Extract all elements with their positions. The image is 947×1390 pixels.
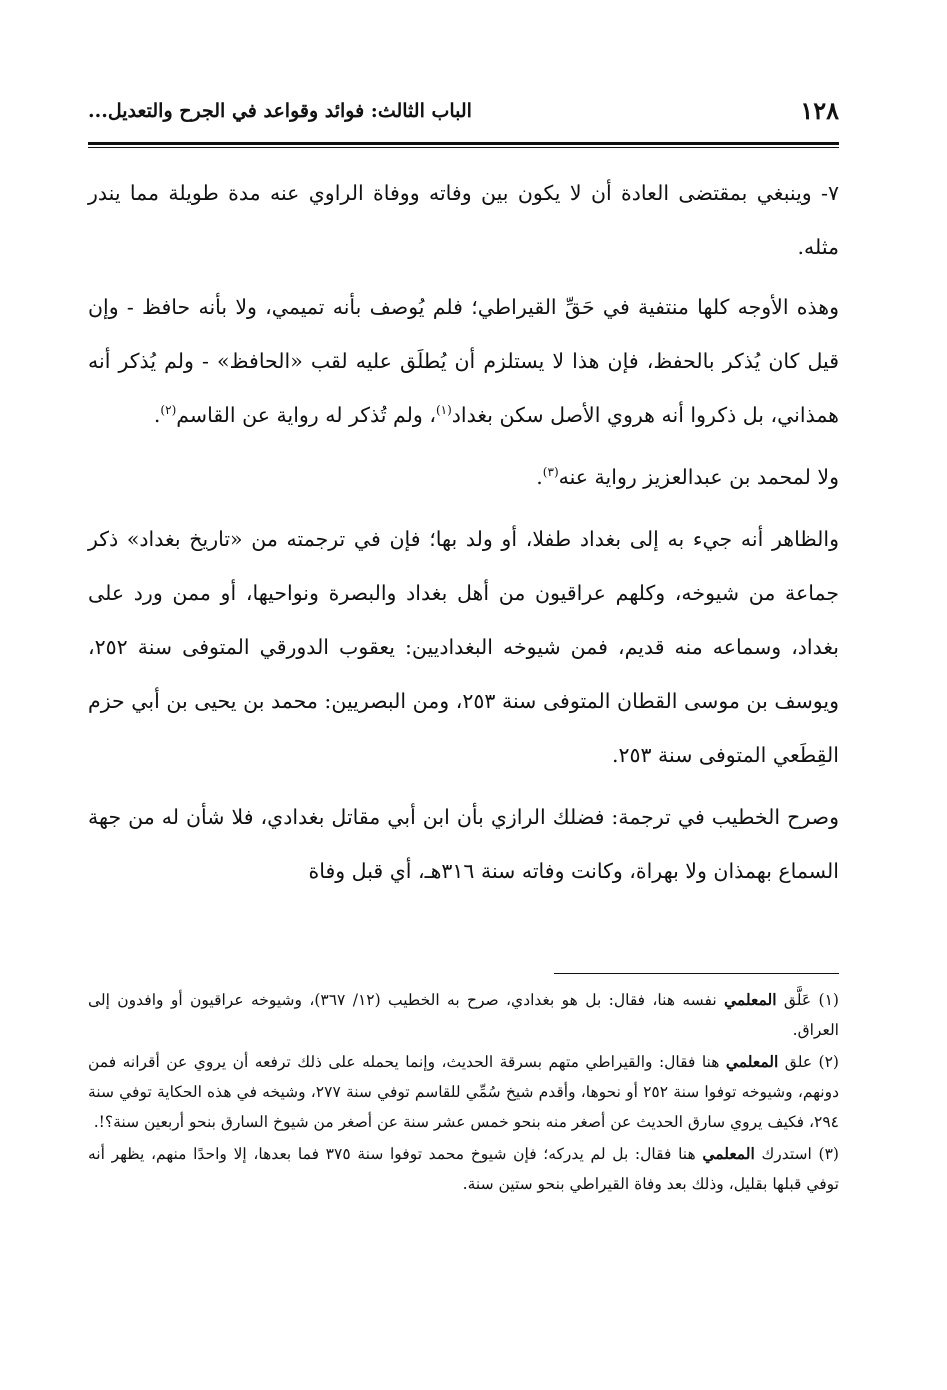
- paragraph-2-part-c: .: [153, 403, 161, 427]
- footnote-3-number: (٣): [818, 1145, 839, 1163]
- paragraph-3-part-b: .: [536, 465, 543, 489]
- footnotes: [88, 985, 839, 1201]
- footnote-2-verb: علق: [784, 1053, 813, 1071]
- footnote-3: [88, 1139, 839, 1199]
- page-number: ١٢٨: [800, 96, 839, 125]
- page: [88, 96, 839, 906]
- footnote-1-text: نفسه هنا، فقال: بل هو بغدادي، صرح به الخطيب (١٢/ ٣٦٧)، وشيوخه عراقيون أو وافدون إلى العراق.: [88, 991, 839, 1039]
- paragraph-point-7: ٧- وينبغي بمقتضى العادة أن لا يكون بين وفاته ووفاة الراوي عنه مدة طويلة مما يندر مثله.: [88, 181, 839, 259]
- footnote-3-author: المعلمي: [702, 1144, 755, 1163]
- footnote-3-verb: استدرك: [761, 1145, 812, 1163]
- paragraph-3: [88, 450, 839, 504]
- footnote-ref-1[interactable]: (١): [435, 403, 452, 418]
- running-title: الباب الثالث: فوائد وقواعد في الجرح والتعديل...: [88, 100, 472, 122]
- footnote-3-text: هنا فقال: بل لم يدركه؛ فإن شيوخ محمد توفوا سنة ٣٧٥ فما بعدها، إلا واحدًا منهم، يظهر أنه توفي قبلها بقليل، وذلك بعد وفاة القيراطي بنحو ستين سنة.: [88, 1145, 839, 1193]
- footnote-separator: [554, 973, 839, 974]
- footnote-1-author: المعلمي: [724, 990, 777, 1009]
- footnote-2-number: (٢): [818, 1053, 839, 1071]
- footnote-1-verb: عَلَّق: [783, 991, 812, 1009]
- header-rule: [88, 142, 839, 148]
- footnote-1-number: (١): [818, 991, 839, 1009]
- paragraph-4: والظاهر أنه جيء به إلى بغداد طفلا، أو ولد بها؛ فإن في ترجمته من «تاريخ بغداد» ذكر جماعة من شيوخه، وكلهم عراقيون من أهل بغداد والبصرة ونواحيها، أو ممن ورد على بغداد، وسماعه منه قديم، فمن شيوخه البغداديين: يعقوب الدورقي المتوفى سنة ٢٥٢، ويوسف بن موسى القطان المتوفى سنة ٢٥٣، ومن البصريين: محمد بن يحيى بن أبي حزم القِطَعي المتوفى سنة ٢٥٣.: [88, 527, 839, 767]
- footnote-2-author: المعلمي: [725, 1052, 779, 1071]
- paragraph-2-part-a: وهذه الأوجه كلها منتفية في حَقِّ القيراطي؛ فلم يُوصف بأنه تميمي، ولا بأنه حافظ - وإن قيل كان يُذكر بالحفظ، فإن هذا لا يستلزم أن يُطلَق عليه لقب «الحافظ» - ولم يُذكر أنه همذاني، بل ذكروا أنه هروي الأصل سكن بغداد: [88, 295, 839, 427]
- footnote-1: [88, 985, 839, 1045]
- paragraph-5: وصرح الخطيب في ترجمة: فضلك الرازي بأن ابن أبي مقاتل بغدادي، فلا شأن له من جهة السماع بهمذان ولا بهراة، وكانت وفاته سنة ٣١٦هـ، أي قبل وفاة: [88, 805, 839, 883]
- footnote-2-text: هنا فقال: والقيراطي متهم بسرقة الحديث، وإنما يحمله على ذلك ترفعه أن يروي عن أقرانه فمن دونهم، وشيوخه توفوا سنة ٢٥٢ أو نحوها، وأقدم شيخ سُمِّي للقاسم توفي سنة ٢٧٧، وشيخه في هذه الحكاية توفي سنة ٢٩٤، فكيف يروي سارق الحديث عن أصغر منه بنحو خمس عشر سنة عن أصغر من شيوخ السارق بنحو أربعين سنة؟!.: [88, 1053, 839, 1131]
- paragraph-2: [88, 280, 839, 442]
- main-text: [88, 166, 839, 898]
- paragraph-2-part-b: ، ولم تُذكر له رواية عن القاسم: [176, 403, 436, 427]
- footnote-ref-2[interactable]: (٢): [160, 403, 177, 418]
- footnote-ref-3[interactable]: (٣): [542, 465, 559, 480]
- paragraph-3-part-a: ولا لمحمد بن عبدالعزيز رواية عنه: [558, 465, 839, 489]
- page-header: [88, 96, 839, 136]
- footnote-2: [88, 1047, 839, 1137]
